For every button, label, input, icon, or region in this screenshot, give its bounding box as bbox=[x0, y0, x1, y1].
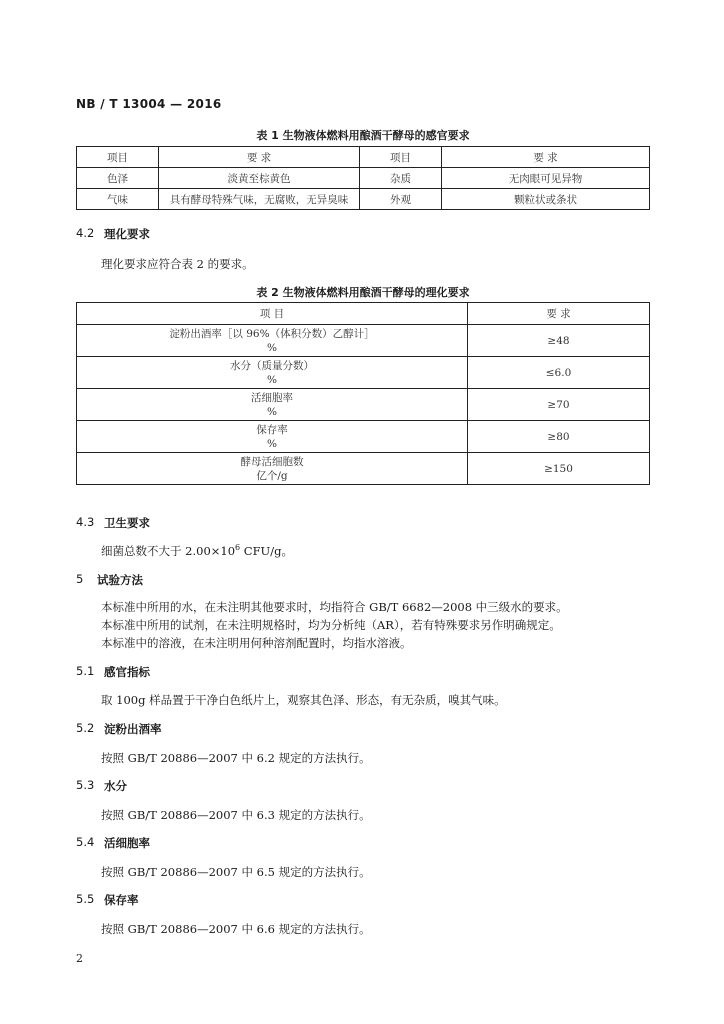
paragraph: 按照 GB/T 20886—2007 中 6.6 规定的方法执行。 bbox=[101, 922, 371, 936]
table-row bbox=[77, 168, 650, 189]
item-unit: 亿个/g bbox=[256, 469, 288, 482]
item-name: 酵母活细胞数 bbox=[240, 455, 304, 468]
table-row bbox=[77, 453, 650, 485]
section-title: 淀粉出酒率 bbox=[104, 722, 162, 736]
table-cell: 外观 bbox=[360, 189, 442, 210]
item-unit: % bbox=[267, 405, 277, 418]
table-row bbox=[77, 357, 650, 389]
requirement-value: ≥48 bbox=[468, 325, 650, 357]
item-name: 水分（质量分数） bbox=[230, 359, 314, 372]
section-number: 5.1 bbox=[76, 664, 95, 678]
table1-sensory-requirements bbox=[76, 146, 650, 210]
paragraph-line: 本标准中所用的水，在未注明其他要求时，均指符合 GB/T 6682—2008 中三级水的要求。 bbox=[101, 600, 568, 614]
text-part: CFU/g。 bbox=[240, 544, 293, 558]
paragraph: 按照 GB/T 20886—2007 中 6.5 规定的方法执行。 bbox=[101, 865, 371, 879]
table-cell: 淡黄至棕黄色 bbox=[159, 168, 360, 189]
table1-caption: 表 1 生物液体燃料用酿酒干酵母的感官要求 bbox=[256, 129, 470, 142]
superscript: 6 bbox=[235, 543, 241, 553]
item-name: 淀粉出酒率［以 96%（体积分数）乙醇计］ bbox=[169, 327, 375, 340]
section-title: 试验方法 bbox=[97, 573, 143, 587]
section-number: 5 bbox=[76, 572, 84, 586]
item-name: 保存率 bbox=[256, 423, 288, 436]
page-number: 2 bbox=[76, 952, 83, 965]
item-unit: % bbox=[267, 341, 277, 354]
table-cell: 颗粒状或条状 bbox=[442, 189, 650, 210]
requirement-value: ≥80 bbox=[468, 421, 650, 453]
table-cell: 色泽 bbox=[77, 168, 159, 189]
table-cell bbox=[77, 325, 468, 357]
paragraph bbox=[101, 543, 293, 559]
section-title: 感官指标 bbox=[104, 665, 150, 679]
standard-code-header: NB / T 13004 — 2016 bbox=[76, 97, 222, 111]
table2-caption: 表 2 生物液体燃料用酿酒干酵母的理化要求 bbox=[256, 286, 470, 299]
paragraph: 取 100g 样品置于干净白色纸片上，观察其色泽、形态，有无杂质，嗅其气味。 bbox=[101, 693, 506, 707]
item-unit: % bbox=[267, 373, 277, 386]
header-cell: 项 目 bbox=[77, 303, 468, 325]
section-title: 活细胞率 bbox=[104, 836, 150, 850]
table-cell: 无肉眼可见异物 bbox=[442, 168, 650, 189]
paragraph: 理化要求应符合表 2 的要求。 bbox=[101, 257, 254, 271]
table-cell bbox=[77, 389, 468, 421]
paragraph: 按照 GB/T 20886—2007 中 6.3 规定的方法执行。 bbox=[101, 808, 371, 822]
table-row bbox=[77, 421, 650, 453]
table-row bbox=[77, 325, 650, 357]
section-title: 水分 bbox=[104, 779, 127, 793]
item-unit: % bbox=[267, 437, 277, 450]
table-cell bbox=[77, 421, 468, 453]
header-cell: 项目 bbox=[77, 147, 159, 168]
item-name: 活细胞率 bbox=[251, 391, 293, 404]
section-title: 理化要求 bbox=[104, 227, 150, 241]
section-number: 4.2 bbox=[76, 226, 95, 240]
table-cell: 气味 bbox=[77, 189, 159, 210]
text-part: 细菌总数不大于 2.00×10 bbox=[101, 544, 236, 558]
section-number: 5.4 bbox=[76, 835, 95, 849]
section-number: 5.2 bbox=[76, 721, 95, 735]
header-cell: 要 求 bbox=[442, 147, 650, 168]
table2-physicochemical-requirements bbox=[76, 302, 650, 485]
table-cell: 杂质 bbox=[360, 168, 442, 189]
table-row bbox=[77, 189, 650, 210]
paragraph-line: 本标准中的溶液，在未注明用何种溶剂配置时，均指水溶液。 bbox=[101, 636, 412, 650]
requirement-value: ≤6.0 bbox=[468, 357, 650, 389]
requirement-value: ≥150 bbox=[468, 453, 650, 485]
table-row bbox=[77, 389, 650, 421]
table-cell bbox=[77, 453, 468, 485]
header-cell: 要 求 bbox=[159, 147, 360, 168]
section-number: 5.5 bbox=[76, 892, 95, 906]
requirement-value: ≥70 bbox=[468, 389, 650, 421]
table-cell: 具有酵母特殊气味，无腐败，无异臭味 bbox=[159, 189, 360, 210]
section-number: 5.3 bbox=[76, 778, 95, 792]
table-cell bbox=[77, 357, 468, 389]
section-number: 4.3 bbox=[76, 515, 95, 529]
section-title: 保存率 bbox=[104, 893, 139, 907]
table-header-row bbox=[77, 147, 650, 168]
table-header-row bbox=[77, 303, 650, 325]
section-title: 卫生要求 bbox=[104, 516, 150, 530]
header-cell: 项目 bbox=[360, 147, 442, 168]
paragraph-line: 本标准中所用的试剂，在未注明规格时，均为分析纯（AR），若有特殊要求另作明确规定。 bbox=[101, 618, 561, 632]
header-cell: 要 求 bbox=[468, 303, 650, 325]
paragraph: 按照 GB/T 20886—2007 中 6.2 规定的方法执行。 bbox=[101, 751, 371, 765]
